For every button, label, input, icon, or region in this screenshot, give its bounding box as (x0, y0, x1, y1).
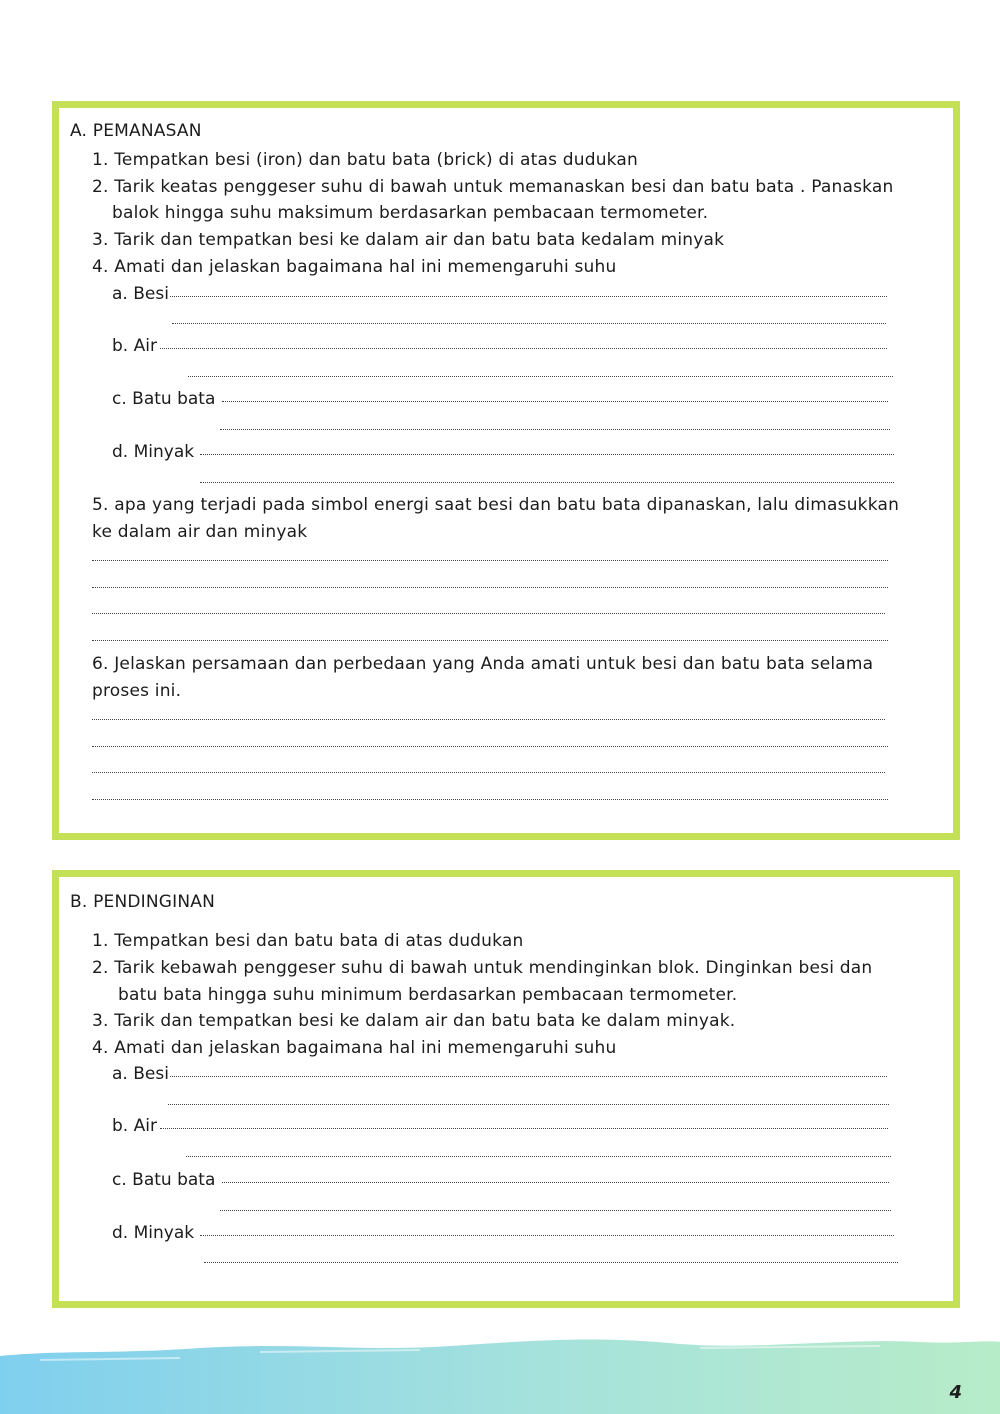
answer-line[interactable] (170, 1076, 887, 1077)
footer-wave-decoration (0, 1330, 1000, 1414)
section-b-step-2-line-2: batu bata hingga suhu minimum berdasarkan pembacaan termometer. (118, 985, 738, 1005)
section-a-question-6-line-2: proses ini. (92, 681, 182, 701)
section-a-step-3: 3. Tarik dan tempatkan besi ke dalam air dan batu bata kedalam minyak (92, 230, 725, 250)
page-number: 4 (949, 1382, 962, 1403)
answer-line[interactable] (220, 429, 890, 430)
section-b-item-besi: a. Besi (112, 1064, 169, 1084)
answer-line[interactable] (188, 376, 893, 377)
section-a-item-batu-bata: c. Batu bata (112, 389, 216, 409)
answer-line[interactable] (222, 1182, 889, 1183)
answer-line[interactable] (92, 640, 888, 641)
answer-line[interactable] (160, 348, 887, 349)
answer-line[interactable] (186, 1156, 891, 1157)
answer-line[interactable] (170, 296, 887, 297)
section-b-step-1: 1. Tempatkan besi dan batu bata di atas dudukan (92, 931, 524, 951)
answer-line[interactable] (160, 1128, 888, 1129)
section-a-step-4: 4. Amati dan jelaskan bagaimana hal ini memengaruhi suhu (92, 257, 617, 277)
section-a-item-air: b. Air (112, 336, 157, 356)
section-a-title: A. PEMANASAN (70, 121, 202, 141)
answer-line[interactable] (220, 1210, 891, 1211)
answer-line[interactable] (222, 401, 888, 402)
section-b-step-4: 4. Amati dan jelaskan bagaimana hal ini memengaruhi suhu (92, 1038, 617, 1058)
section-a-step-1: 1. Tempatkan besi (iron) dan batu bata (brick) di atas dudukan (92, 150, 639, 170)
answer-line[interactable] (92, 746, 888, 747)
section-a-step-2-line-1: 2. Tarik keatas penggeser suhu di bawah untuk memanaskan besi dan batu bata . Panaskan (92, 177, 894, 197)
answer-line[interactable] (168, 1104, 889, 1105)
answer-line[interactable] (92, 560, 888, 561)
section-a-question-5-line-1: 5. apa yang terjadi pada simbol energi saat besi dan batu bata dipanaskan, lalu dimasukkan (92, 495, 900, 515)
section-a-item-minyak: d. Minyak (112, 442, 195, 462)
answer-line[interactable] (172, 323, 886, 324)
answer-line[interactable] (204, 1262, 898, 1263)
answer-line[interactable] (92, 772, 885, 773)
section-a-item-besi: a. Besi (112, 284, 169, 304)
answer-line[interactable] (200, 1235, 894, 1236)
section-a-question-5-line-2: ke dalam air dan minyak (92, 522, 308, 542)
section-b-step-3: 3. Tarik dan tempatkan besi ke dalam air dan batu bata ke dalam minyak. (92, 1011, 736, 1031)
answer-line[interactable] (92, 613, 885, 614)
section-b-item-minyak: d. Minyak (112, 1223, 195, 1243)
section-a-step-2-line-2: balok hingga suhu maksimum berdasarkan pembacaan termometer. (112, 203, 709, 223)
section-b-item-batu-bata: c. Batu bata (112, 1170, 216, 1190)
answer-line[interactable] (200, 454, 894, 455)
section-b-step-2-line-1: 2. Tarik kebawah penggeser suhu di bawah untuk mendinginkan blok. Dinginkan besi dan (92, 958, 873, 978)
section-a-question-6-line-1: 6. Jelaskan persamaan dan perbedaan yang Anda amati untuk besi dan batu bata selama (92, 654, 874, 674)
section-b-title: B. PENDINGINAN (70, 892, 216, 912)
answer-line[interactable] (92, 799, 888, 800)
section-b-item-air: b. Air (112, 1116, 157, 1136)
answer-line[interactable] (200, 482, 894, 483)
answer-line[interactable] (92, 587, 888, 588)
answer-line[interactable] (92, 719, 885, 720)
